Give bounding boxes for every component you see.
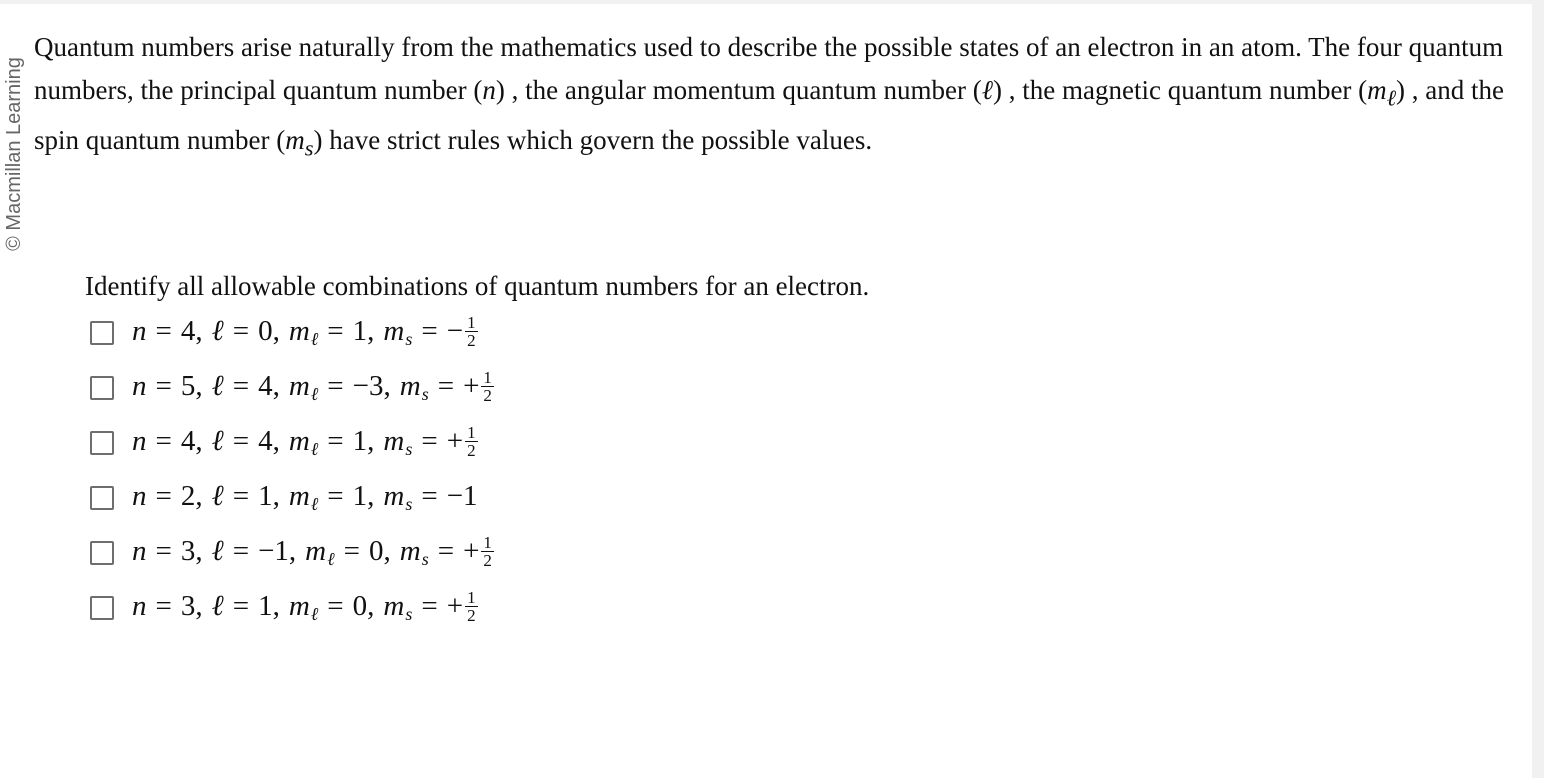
answer-option[interactable] <box>90 414 494 469</box>
checkbox[interactable] <box>90 376 114 400</box>
checkbox[interactable] <box>90 486 114 510</box>
fraction: $\frac{1}{2}$ <box>467 313 476 350</box>
copyright-watermark: © Macmillan Learning <box>3 57 25 251</box>
quantum-combination: n = 3 , ℓ = −1 , m ℓ = 0 , m s = + $\frac{1}{2}$ <box>132 533 492 570</box>
answer-option[interactable] <box>90 579 494 634</box>
intro-paragraph: Quantum numbers arise naturally from the mathematics used to describe the possible states of an electron in an atom. The four quantum numbers, the principal quantum number (n) , the angular momentum quantum number (ℓ) , the magnetic quantum number $(m_\ell)$ , and the spin quantum number $(m_s)$ have strict rules which govern the possible values. <box>34 32 1505 161</box>
question-card <box>0 4 1532 778</box>
quantum-combination: n = 2 , ℓ = 1 , m ℓ = 1 , m s = −1 <box>132 480 478 514</box>
quantum-combination: n = 5 , ℓ = 4 , m ℓ = −3 , m s = + $\frac{1}{2}$ <box>132 368 492 405</box>
fraction: $\frac{1}{2}$ <box>467 588 476 625</box>
fraction: $\frac{1}{2}$ <box>483 533 492 570</box>
answer-option[interactable] <box>90 469 494 524</box>
quantum-combination: n = 4 , ℓ = 4 , m ℓ = 1 , m s = + $\frac{1}{2}$ <box>132 423 476 460</box>
answer-option[interactable] <box>90 304 494 359</box>
answer-option[interactable] <box>90 524 494 579</box>
fraction: $\frac{1}{2}$ <box>483 368 492 405</box>
checkbox[interactable] <box>90 321 114 345</box>
answer-options <box>90 304 494 634</box>
fraction: $\frac{1}{2}$ <box>467 423 476 460</box>
checkbox[interactable] <box>90 596 114 620</box>
quantum-combination: n = 3 , ℓ = 1 , m ℓ = 0 , m s = + $\frac{1}{2}$ <box>132 588 476 625</box>
checkbox[interactable] <box>90 541 114 565</box>
checkbox[interactable] <box>90 431 114 455</box>
question-prompt: Identify all allowable combinations of quantum numbers for an electron. <box>85 271 870 301</box>
quantum-combination: n = 4 , ℓ = 0 , m ℓ = 1 , m s = − $\frac{1}{2}$ <box>132 313 476 350</box>
answer-option[interactable] <box>90 359 494 414</box>
